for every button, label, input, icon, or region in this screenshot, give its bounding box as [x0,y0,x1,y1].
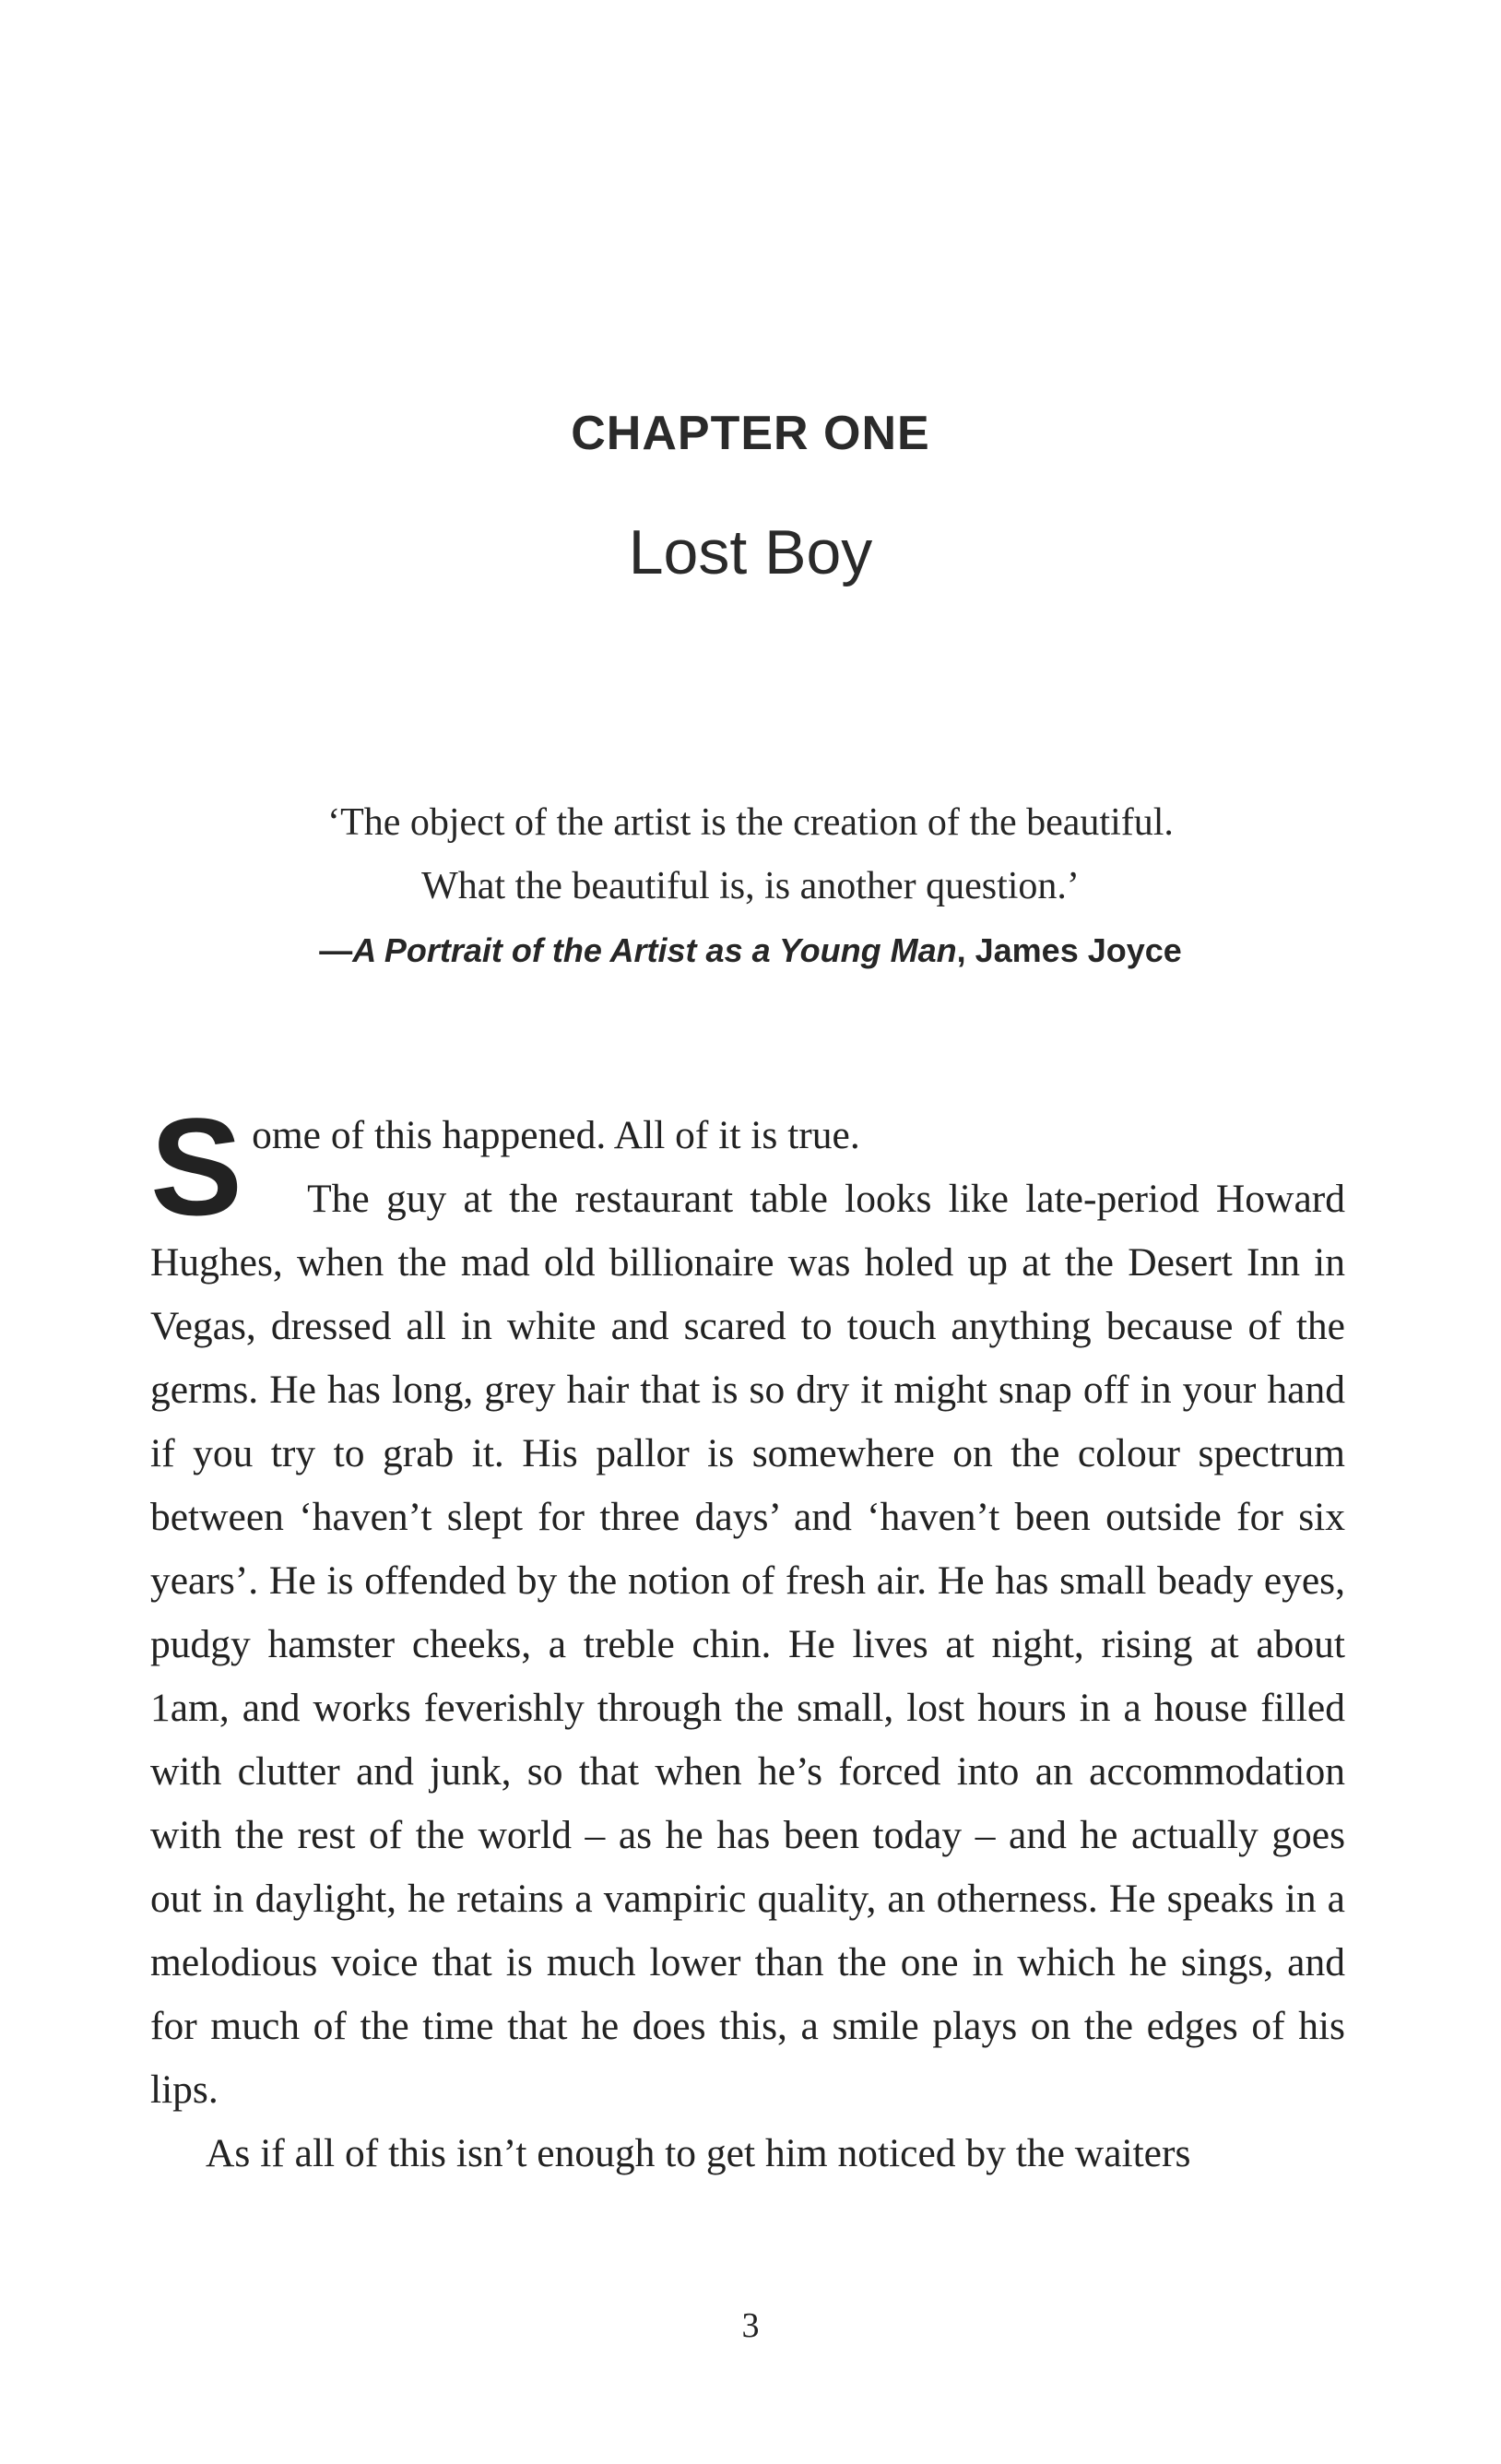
paragraph-3: As if all of this isn’t enough to get him noticed by the waiters [206,2131,1191,2175]
epigraph-source-author: , James Joyce [956,931,1182,969]
drop-cap: S [150,1089,243,1244]
epigraph [0,791,1501,982]
chapter-label: CHAPTER ONE [571,407,930,460]
epigraph-line-1: ‘The object of the artist is the creation of the beautiful. [327,801,1174,844]
epigraph-dash: — [319,931,353,969]
epigraph-source [0,918,1501,982]
paragraph-1 [150,1089,1345,1244]
epigraph-line-2: What the beautiful is, is another question.’ [421,865,1080,907]
page-number: 3 [741,2306,760,2345]
epigraph-source-title: A Portrait of the Artist as a Young Man [352,931,957,969]
chapter-title: Lost Boy [628,517,873,587]
body-text [150,1089,1345,2186]
paragraph-2: The guy at the restaurant table looks like late-period Howard Hughes, when the mad old billionaire was holed up at the Desert Inn in Vegas, dressed all in white and scared to touch anything because of the germs. He has long, grey hair that is so dry it might snap off in your hand if you try to grab it. His pallor is somewhere on the colour spectrum between ‘haven’t slept for three days’ and ‘haven’t been outside for six years’. He is offended by the notion of fresh air. He has small beady eyes, pudgy hamster cheeks, a treble chin. He lives at night, rising at about 1am, and works feverishly through the small, lost hours in a house filled with clutter and junk, so that when he’s forced into an accommodation with the rest of the world – as he has been today – and he actually goes out in daylight, he retains a vampiric quality, an otherness. He speaks in a melodious voice that is much lower than the one in which he sings, and for much of the time that he does this, a smile plays on the edges of his lips. [150,1177,1345,2112]
paragraph-1-text: ome of this happened. All of it is true. [252,1113,860,1157]
